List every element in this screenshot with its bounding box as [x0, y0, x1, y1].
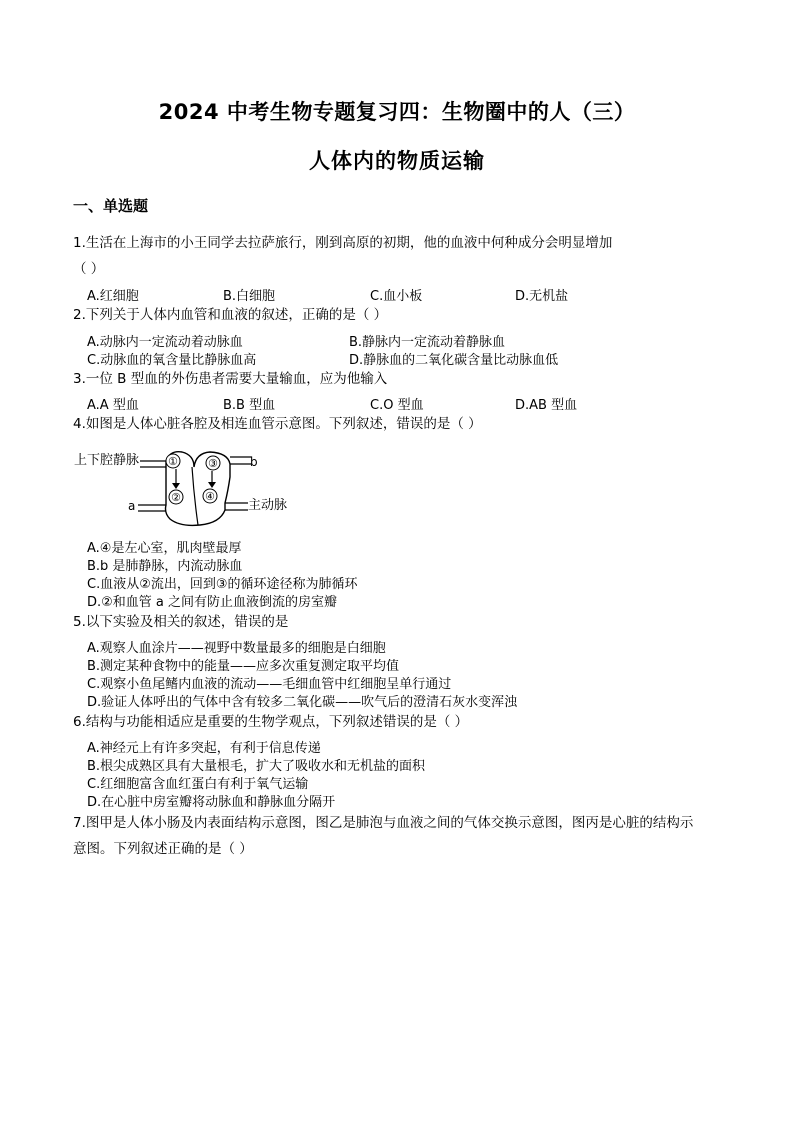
question-5-option-d: D.验证人体呼出的气体中含有较多二氧化碳——吹气后的澄清石灰水变浑浊 — [87, 695, 518, 710]
question-4-option-a: A.④是左心室，肌肉壁最厚 — [87, 541, 242, 556]
question-6-option-c: C.红细胞富含血红蛋白有利于氧气运输 — [87, 777, 309, 792]
question-3-stem: 3.一位 B 型血的外伤患者需要大量输血，应为他输入 — [73, 371, 388, 387]
question-1-option-c: C.血小板 — [370, 289, 423, 304]
label-chamber-3: ③ — [208, 457, 218, 470]
question-2-stem: 2.下列关于人体内血管和血液的叙述，正确的是（ ） — [73, 307, 388, 323]
label-aorta: 主动脉 — [248, 498, 288, 513]
question-7-line-2: 意图。下列叙述正确的是（ ） — [73, 841, 253, 857]
question-7-line-1: 7.图甲是人体小肠及内表面结构示意图，图乙是肺泡与血液之间的气体交换示意图，图丙是心脏的结构示 — [73, 815, 694, 831]
question-5-stem: 5.以下实验及相关的叙述，错误的是 — [73, 614, 289, 630]
label-b: b — [250, 455, 258, 469]
question-5-option-b: B.测定某种食物中的能量——应多次重复测定取平均值 — [87, 659, 400, 674]
question-2-option-c: C.动脉血的氧含量比静脉血高 — [87, 353, 257, 368]
heart-septum — [192, 467, 198, 525]
question-1-option-d: D.无机盐 — [515, 289, 569, 304]
question-4-option-d: D.②和血管 a 之间有防止血液倒流的房室瓣 — [87, 595, 338, 610]
document-title: 2024 中考生物专题复习四：生物圈中的人（三） — [158, 100, 636, 124]
question-1-option-b: B.白细胞 — [223, 289, 276, 304]
label-chamber-4: ④ — [205, 490, 215, 503]
question-6-option-b: B.根尖成熟区具有大量根毛，扩大了吸收水和无机盐的面积 — [87, 759, 426, 774]
label-chamber-2: ② — [171, 491, 181, 504]
question-3-option-c: C.O 型血 — [370, 398, 424, 413]
question-2-option-a: A.动脉内一定流动着动脉血 — [87, 335, 243, 350]
question-5-option-a: A.观察人血涂片——视野中数量最多的细胞是白细胞 — [87, 641, 386, 656]
question-2-option-d: D.静脉血的二氧化碳含量比动脉血低 — [349, 353, 559, 368]
question-1-option-a: A.红细胞 — [87, 289, 139, 304]
label-vena-cava: 上下腔静脉 — [74, 453, 140, 468]
label-chamber-1: ① — [168, 455, 178, 468]
question-1-stem: 1.生活在上海市的小王同学去拉萨旅行，刚到高原的初期，他的血液中何种成分会明显增加 — [73, 235, 613, 251]
question-5-option-c: C.观察小鱼尾鳍内血液的流动——毛细血管中红细胞呈单行通过 — [87, 677, 452, 692]
label-a: a — [128, 499, 136, 513]
question-4-option-b: B.b 是肺静脉，内流动脉血 — [87, 559, 243, 574]
question-4-stem: 4.如图是人体心脏各腔及相连血管示意图。下列叙述，错误的是（ ） — [73, 416, 482, 432]
question-6-option-d: D.在心脏中房室瓣将动脉血和静脉血分隔开 — [87, 795, 336, 810]
question-3-option-a: A.A 型血 — [87, 398, 139, 413]
question-1-paren: （ ） — [73, 261, 105, 277]
question-4-option-c: C.血液从②流出，回到③的循环途径称为肺循环 — [87, 577, 358, 592]
question-2-option-b: B.静脉内一定流动着静脉血 — [349, 335, 506, 350]
question-6-stem: 6.结构与功能相适应是重要的生物学观点，下列叙述错误的是（ ） — [73, 714, 469, 730]
section-heading: 一、单选题 — [73, 197, 149, 215]
question-6-option-a: A.神经元上有许多突起，有利于信息传递 — [87, 741, 321, 756]
question-3-option-d: D.AB 型血 — [515, 398, 578, 413]
document-subtitle: 人体内的物质运输 — [309, 149, 485, 173]
question-3-option-b: B.B 型血 — [223, 398, 276, 413]
